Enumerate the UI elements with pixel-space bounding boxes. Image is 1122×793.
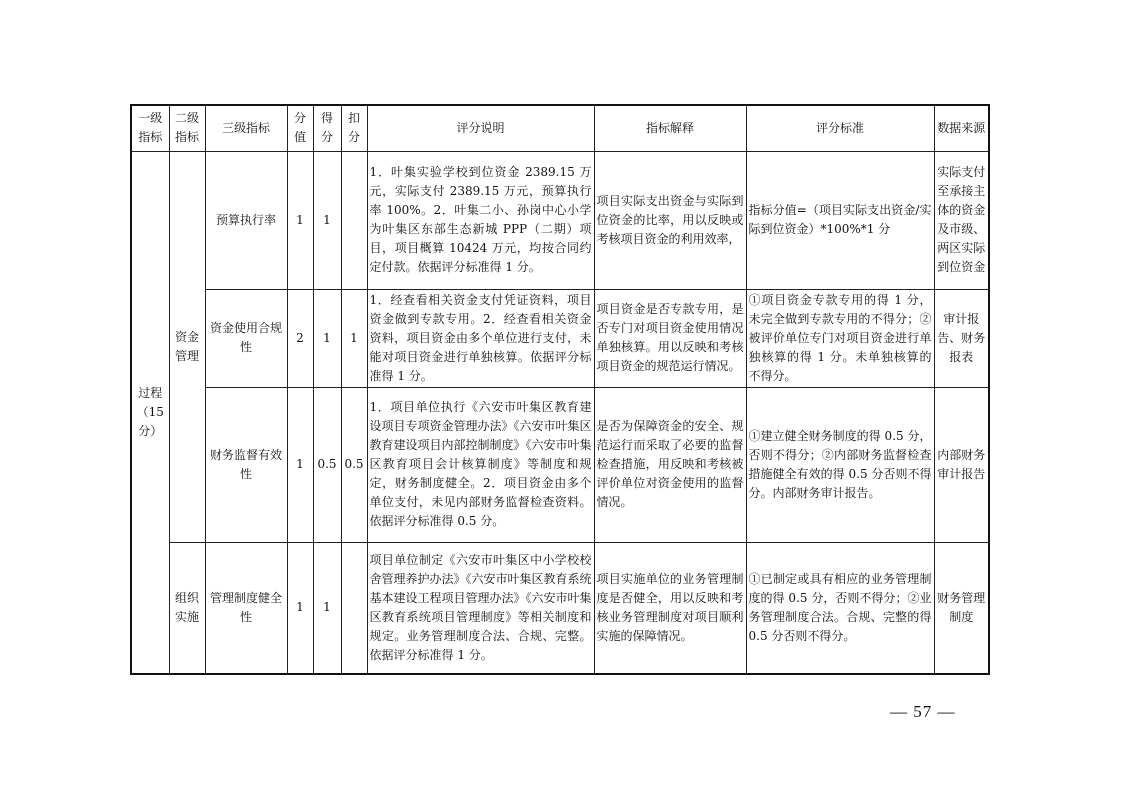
row-interpret: 是否为保障资金的安全、规范运行而采取了必要的监督检查措施，用反映和考核被评价单位对资金使用的监督情况。: [594, 387, 746, 542]
row-explain: 1．项目单位执行《六安市叶集区教育建设项目专项资金管理办法》《六安市叶集区教育建设项目内部控制制度》《六安市叶集区教育项目会计核算制度》等制度和规定，财务制度健全。2．项目资金由多个单位支付，未见内部财务监督检查资料。依据评分标准得 0.5 分。: [367, 387, 594, 542]
row-deduct: [341, 542, 367, 674]
row-level3: 管理制度健全性: [205, 542, 287, 674]
row-level3: 资金使用合规性: [205, 289, 287, 387]
row-level3: 财务监督有效性: [205, 387, 287, 542]
header-explain: 评分说明: [367, 105, 594, 151]
row-score: 2: [287, 289, 313, 387]
table-row: [131, 387, 989, 542]
row-standard: 指标分值=（项目实际支出资金/实际到位资金）*100%*1 分: [746, 151, 934, 289]
header-level1: 一级指标: [131, 105, 169, 151]
group-fund-mgmt: 资金管理: [169, 151, 205, 542]
header-source: 数据来源: [934, 105, 989, 151]
row-source: 内部财务审计报告: [934, 387, 989, 542]
row-got: 1: [313, 542, 341, 674]
page-number: — 57 —: [890, 702, 956, 721]
header-interpret: 指标解释: [594, 105, 746, 151]
table-row: [131, 151, 989, 289]
row-deduct: 0.5: [341, 387, 367, 542]
row-source: 财务管理制度: [934, 542, 989, 674]
row-standard: ①建立健全财务制度的得 0.5 分，否则不得分；②内部财务监督检查措施健全有效的得 0.5 分否则不得分。内部财务审计报告。: [746, 387, 934, 542]
row-level3: 预算执行率: [205, 151, 287, 289]
row-interpret: 项目实施单位的业务管理制度是否健全，用以反映和考核业务管理制度对项目顺利实施的保障情况。: [594, 542, 746, 674]
level1-process: 过程（15分）: [131, 151, 169, 674]
row-score: 1: [287, 151, 313, 289]
row-score: 1: [287, 542, 313, 674]
row-source: 实际支付至承接主体的资金及市级、两区实际到位资金: [934, 151, 989, 289]
table-row: [131, 542, 989, 674]
row-interpret: 项目资金是否专款专用，是否专门对项目资金使用情况单独核算。用以反映和考核项目资金的规范运行情况。: [594, 289, 746, 387]
header-level2: 二级指标: [169, 105, 205, 151]
header-deduct: 扣分: [341, 105, 367, 151]
header-level3: 三级指标: [205, 105, 287, 151]
row-standard: ①项目资金专款专用的得 1 分，未完全做到专款专用的不得分；②被评价单位专门对项目资金进行单独核算的得 1 分。未单独核算的不得分。: [746, 289, 934, 387]
row-explain: 1．叶集实验学校到位资金 2389.15 万元，实际支付 2389.15 万元，预算执行率 100%。2．叶集二小、孙岗中心小学为叶集区东部生态新城 PPP（二期）项目，项目概算 10424 万元，均按合同约定付款。依据评分标准得 1 分。: [367, 151, 594, 289]
row-deduct: 1: [341, 289, 367, 387]
row-score: 1: [287, 387, 313, 542]
row-deduct: [341, 151, 367, 289]
row-source: 审计报告、财务报表: [934, 289, 989, 387]
row-standard: ①已制定或具有相应的业务管理制度的得 0.5 分，否则不得分；②业务管理制度合法。合规、完整的得 0.5 分否则不得分。: [746, 542, 934, 674]
header-got: 得分: [313, 105, 341, 151]
row-interpret: 项目实际支出资金与实际到位资金的比率，用以反映或考核项目资金的利用效率，: [594, 151, 746, 289]
header-standard: 评分标准: [746, 105, 934, 151]
evaluation-table: [130, 104, 990, 675]
row-explain: 1．经查看相关资金支付凭证资料，项目资金做到专款专用。2．经查看相关资金资料，项目资金由多个单位进行支付，未能对项目资金进行单独核算。依据评分标准得 1 分。: [367, 289, 594, 387]
table-row: [131, 289, 989, 387]
row-explain: 项目单位制定《六安市叶集区中小学校校舍管理养护办法》《六安市叶集区教育系统基本建设工程项目管理办法》《六安市叶集区教育系统项目管理制度》等相关制度和规定。业务管理制度合法、合规、完整。依据评分标准得 1 分。: [367, 542, 594, 674]
group-org-impl: 组织实施: [169, 542, 205, 674]
row-got: 0.5: [313, 387, 341, 542]
header-score: 分值: [287, 105, 313, 151]
row-got: 1: [313, 151, 341, 289]
row-got: 1: [313, 289, 341, 387]
header-row: [131, 105, 989, 151]
